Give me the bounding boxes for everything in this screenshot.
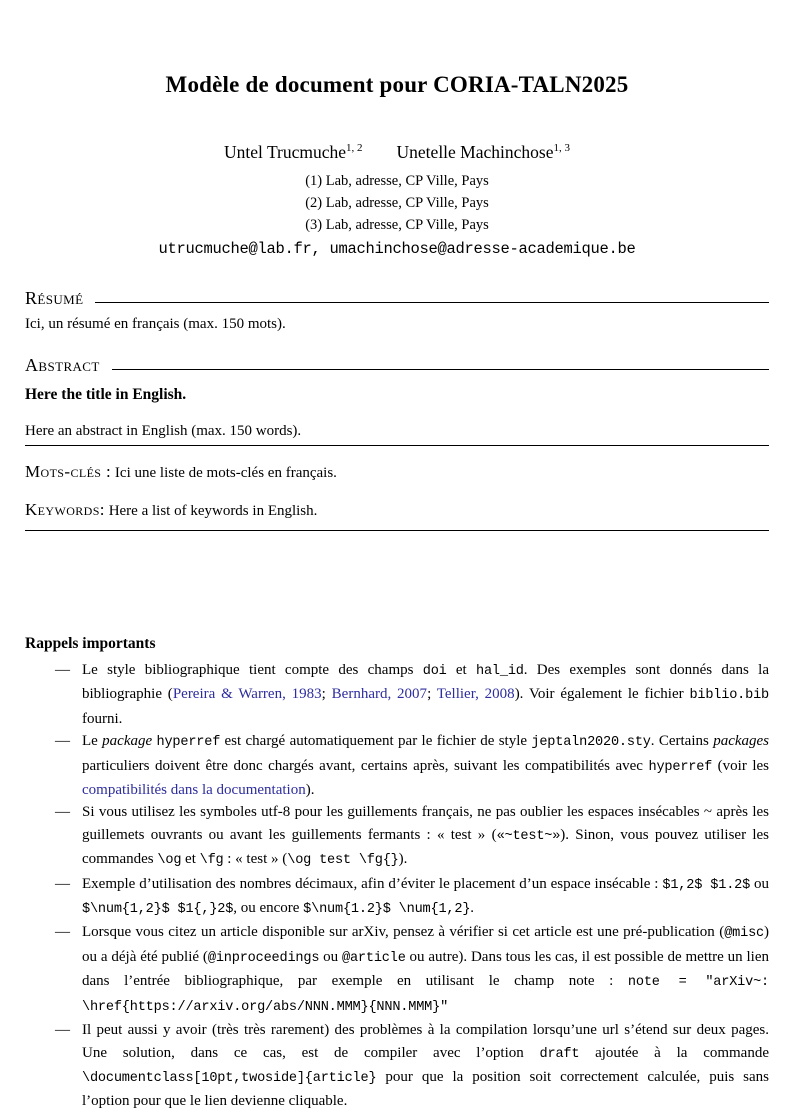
text-run: particuliers doivent être donc chargés avant, certains après, suivant les compatibilités avec bbox=[82, 757, 649, 774]
text-run: : « test » ( bbox=[223, 851, 288, 868]
inline-link[interactable]: compatibilités dans la documentation bbox=[82, 782, 306, 799]
affiliation-line: (1) Lab, adresse, CP Ville, Pays bbox=[305, 173, 489, 189]
list-marker: — bbox=[55, 875, 70, 892]
affiliations bbox=[25, 170, 769, 236]
text-run: et bbox=[446, 662, 476, 678]
author bbox=[397, 142, 570, 163]
text-run: . Certains bbox=[650, 733, 714, 750]
motscles-text: Ici une liste de mots-clés en français. bbox=[114, 465, 337, 481]
text-run: fourni. bbox=[82, 710, 123, 727]
author-name: Untel Trucmuche bbox=[224, 142, 347, 162]
reminders-heading: Rappels importants bbox=[25, 635, 156, 652]
author bbox=[224, 142, 363, 163]
code-run: \og bbox=[157, 853, 182, 869]
abstract-label: Abstract bbox=[25, 355, 100, 375]
list-marker: — bbox=[55, 733, 70, 750]
abstract-section-header bbox=[25, 355, 769, 375]
author-superscript: 1, 2 bbox=[346, 142, 363, 155]
inline-link[interactable]: Bernhard, 2007 bbox=[331, 686, 428, 703]
text-run: ) ou a déjà été publié ( bbox=[82, 924, 769, 965]
list-item bbox=[55, 659, 769, 730]
list-item bbox=[55, 1019, 769, 1112]
text-run: est chargé automatiquement par le fichier de style bbox=[220, 733, 532, 750]
section-rule bbox=[112, 355, 769, 370]
english-title: Here the title in English. bbox=[25, 386, 187, 403]
resume-text: Ici, un résumé en français (max. 150 mots). bbox=[25, 316, 286, 332]
code-run: \og test \fg{} bbox=[287, 853, 399, 869]
code-run: draft bbox=[539, 1046, 580, 1062]
text-run: Il peut aussi y avoir (très très rarement) des problèmes à la compilation lorsqu’une url s’étend sur deux pages. Une solution, dans ce cas, est de compiler avec l’option bbox=[82, 1022, 769, 1061]
motscles-label: Mots-clés : bbox=[25, 462, 112, 481]
text-run: ). Voir également le fichier bbox=[514, 686, 690, 703]
list-marker: — bbox=[55, 924, 70, 941]
code-run: biblio.bib bbox=[689, 688, 770, 704]
author-name: Unetelle Machinchose bbox=[396, 142, 554, 162]
code-run: \fg bbox=[199, 853, 224, 869]
code-run: @article bbox=[342, 950, 406, 966]
text-run: Si vous utilisez les symboles utf-8 pour les guillements français, ne pas oublier les espaces insécables ~ après les guillemets ouvrants ou avant les guillements fermants : « test » ( bbox=[82, 804, 769, 843]
abstract-text: Here an abstract in English (max. 150 words). bbox=[25, 421, 769, 446]
text-run: Exemple d’utilisation des nombres décimaux, afin d’éviter le placement d’un espace insécable : bbox=[82, 875, 663, 892]
inline-link[interactable]: Pereira & Warren, 1983 bbox=[172, 686, 322, 703]
affiliation-line: (2) Lab, adresse, CP Ville, Pays bbox=[305, 195, 489, 211]
code-run: doi bbox=[422, 664, 447, 679]
document-page bbox=[0, 72, 794, 1112]
list-item bbox=[55, 873, 769, 922]
code-run: $\num{1.2}$ \num{1,2} bbox=[303, 902, 471, 918]
italic-run: packages bbox=[713, 733, 769, 750]
text-run: ). Sinon, vous pouvez utiliser les commandes bbox=[82, 826, 769, 868]
affiliation-line: (3) Lab, adresse, CP Ville, Pays bbox=[305, 217, 489, 233]
text-run: ). bbox=[398, 851, 408, 868]
text-run: ; bbox=[321, 686, 332, 703]
code-run: hyperref bbox=[648, 759, 713, 775]
text-run: Le bbox=[82, 733, 103, 750]
authors-line bbox=[25, 142, 769, 163]
italic-run: package bbox=[102, 733, 153, 750]
motscles-line bbox=[25, 461, 769, 484]
code-run: $1,2$ $1.2$ bbox=[662, 877, 751, 893]
text-run: (voir les bbox=[712, 757, 769, 774]
text-run: , ou encore bbox=[233, 900, 304, 917]
author-emails: utrucmuche@lab.fr, umachinchose@adresse-academique.be bbox=[158, 240, 636, 258]
code-run: $\num{1,2}$ $1{,}2$ bbox=[82, 902, 234, 918]
code-run: @inproceedings bbox=[207, 950, 320, 966]
code-run: jeptaln2020.sty bbox=[531, 735, 651, 751]
code-run: \documentclass[10pt,twoside]{article} bbox=[82, 1070, 377, 1086]
keywords-text: Here a list of keywords in English. bbox=[108, 503, 318, 519]
code-run: hyperref bbox=[156, 735, 221, 751]
text-run: ou bbox=[319, 948, 342, 965]
text-run: . bbox=[470, 900, 475, 917]
text-run: et bbox=[181, 851, 200, 868]
list-marker: — bbox=[55, 804, 70, 821]
list-item bbox=[55, 730, 769, 801]
reminders-list bbox=[25, 659, 769, 1112]
list-item bbox=[55, 801, 769, 872]
code-run: hal_id bbox=[476, 664, 524, 679]
text-run: ou bbox=[750, 875, 769, 892]
code-run: @misc bbox=[724, 926, 764, 942]
code-run: note = "arXiv~: \href{https://arxiv.org/abs/NNN.MMM}{NNN.MMM}" bbox=[82, 975, 769, 1015]
keywords-label: Keywords: bbox=[25, 500, 105, 519]
keywords-line bbox=[25, 499, 769, 522]
text-run: ajoutée à la commande bbox=[579, 1044, 769, 1061]
text-run: Le style bibliographique tient compte des champs bbox=[82, 662, 423, 678]
text-run: ). bbox=[305, 782, 315, 799]
code-run: «~test~» bbox=[496, 828, 561, 844]
text-run: Lorsque vous citez un article disponible sur arXiv, pensez à vérifier si cet article est une pré-publication ( bbox=[82, 924, 725, 941]
inline-link[interactable]: Tellier, 2008 bbox=[436, 686, 515, 703]
text-run: pour que la position soit correctement calculée, puis sans l’option pour que le lien devienne cliquable. bbox=[82, 1068, 769, 1110]
list-marker: — bbox=[55, 1022, 70, 1039]
text-run: ou autre). Dans tous les cas, il est possible de mettre un lien dans l’entrée bibliographique, par exemple en utilisant le champ note : bbox=[82, 948, 770, 990]
text-run: . Des exemples sont donnés dans la bibliographie ( bbox=[82, 662, 769, 703]
resume-label: Résumé bbox=[25, 288, 84, 308]
list-item bbox=[55, 921, 769, 1019]
keywords-bottom-rule bbox=[25, 530, 769, 531]
page-title: Modèle de document pour CORIA-TALN2025 bbox=[165, 72, 629, 97]
author-superscript: 1, 3 bbox=[553, 142, 570, 155]
section-rule bbox=[95, 288, 769, 303]
resume-section-header bbox=[25, 288, 769, 308]
list-marker: — bbox=[55, 662, 70, 678]
text-run: ; bbox=[427, 686, 437, 703]
